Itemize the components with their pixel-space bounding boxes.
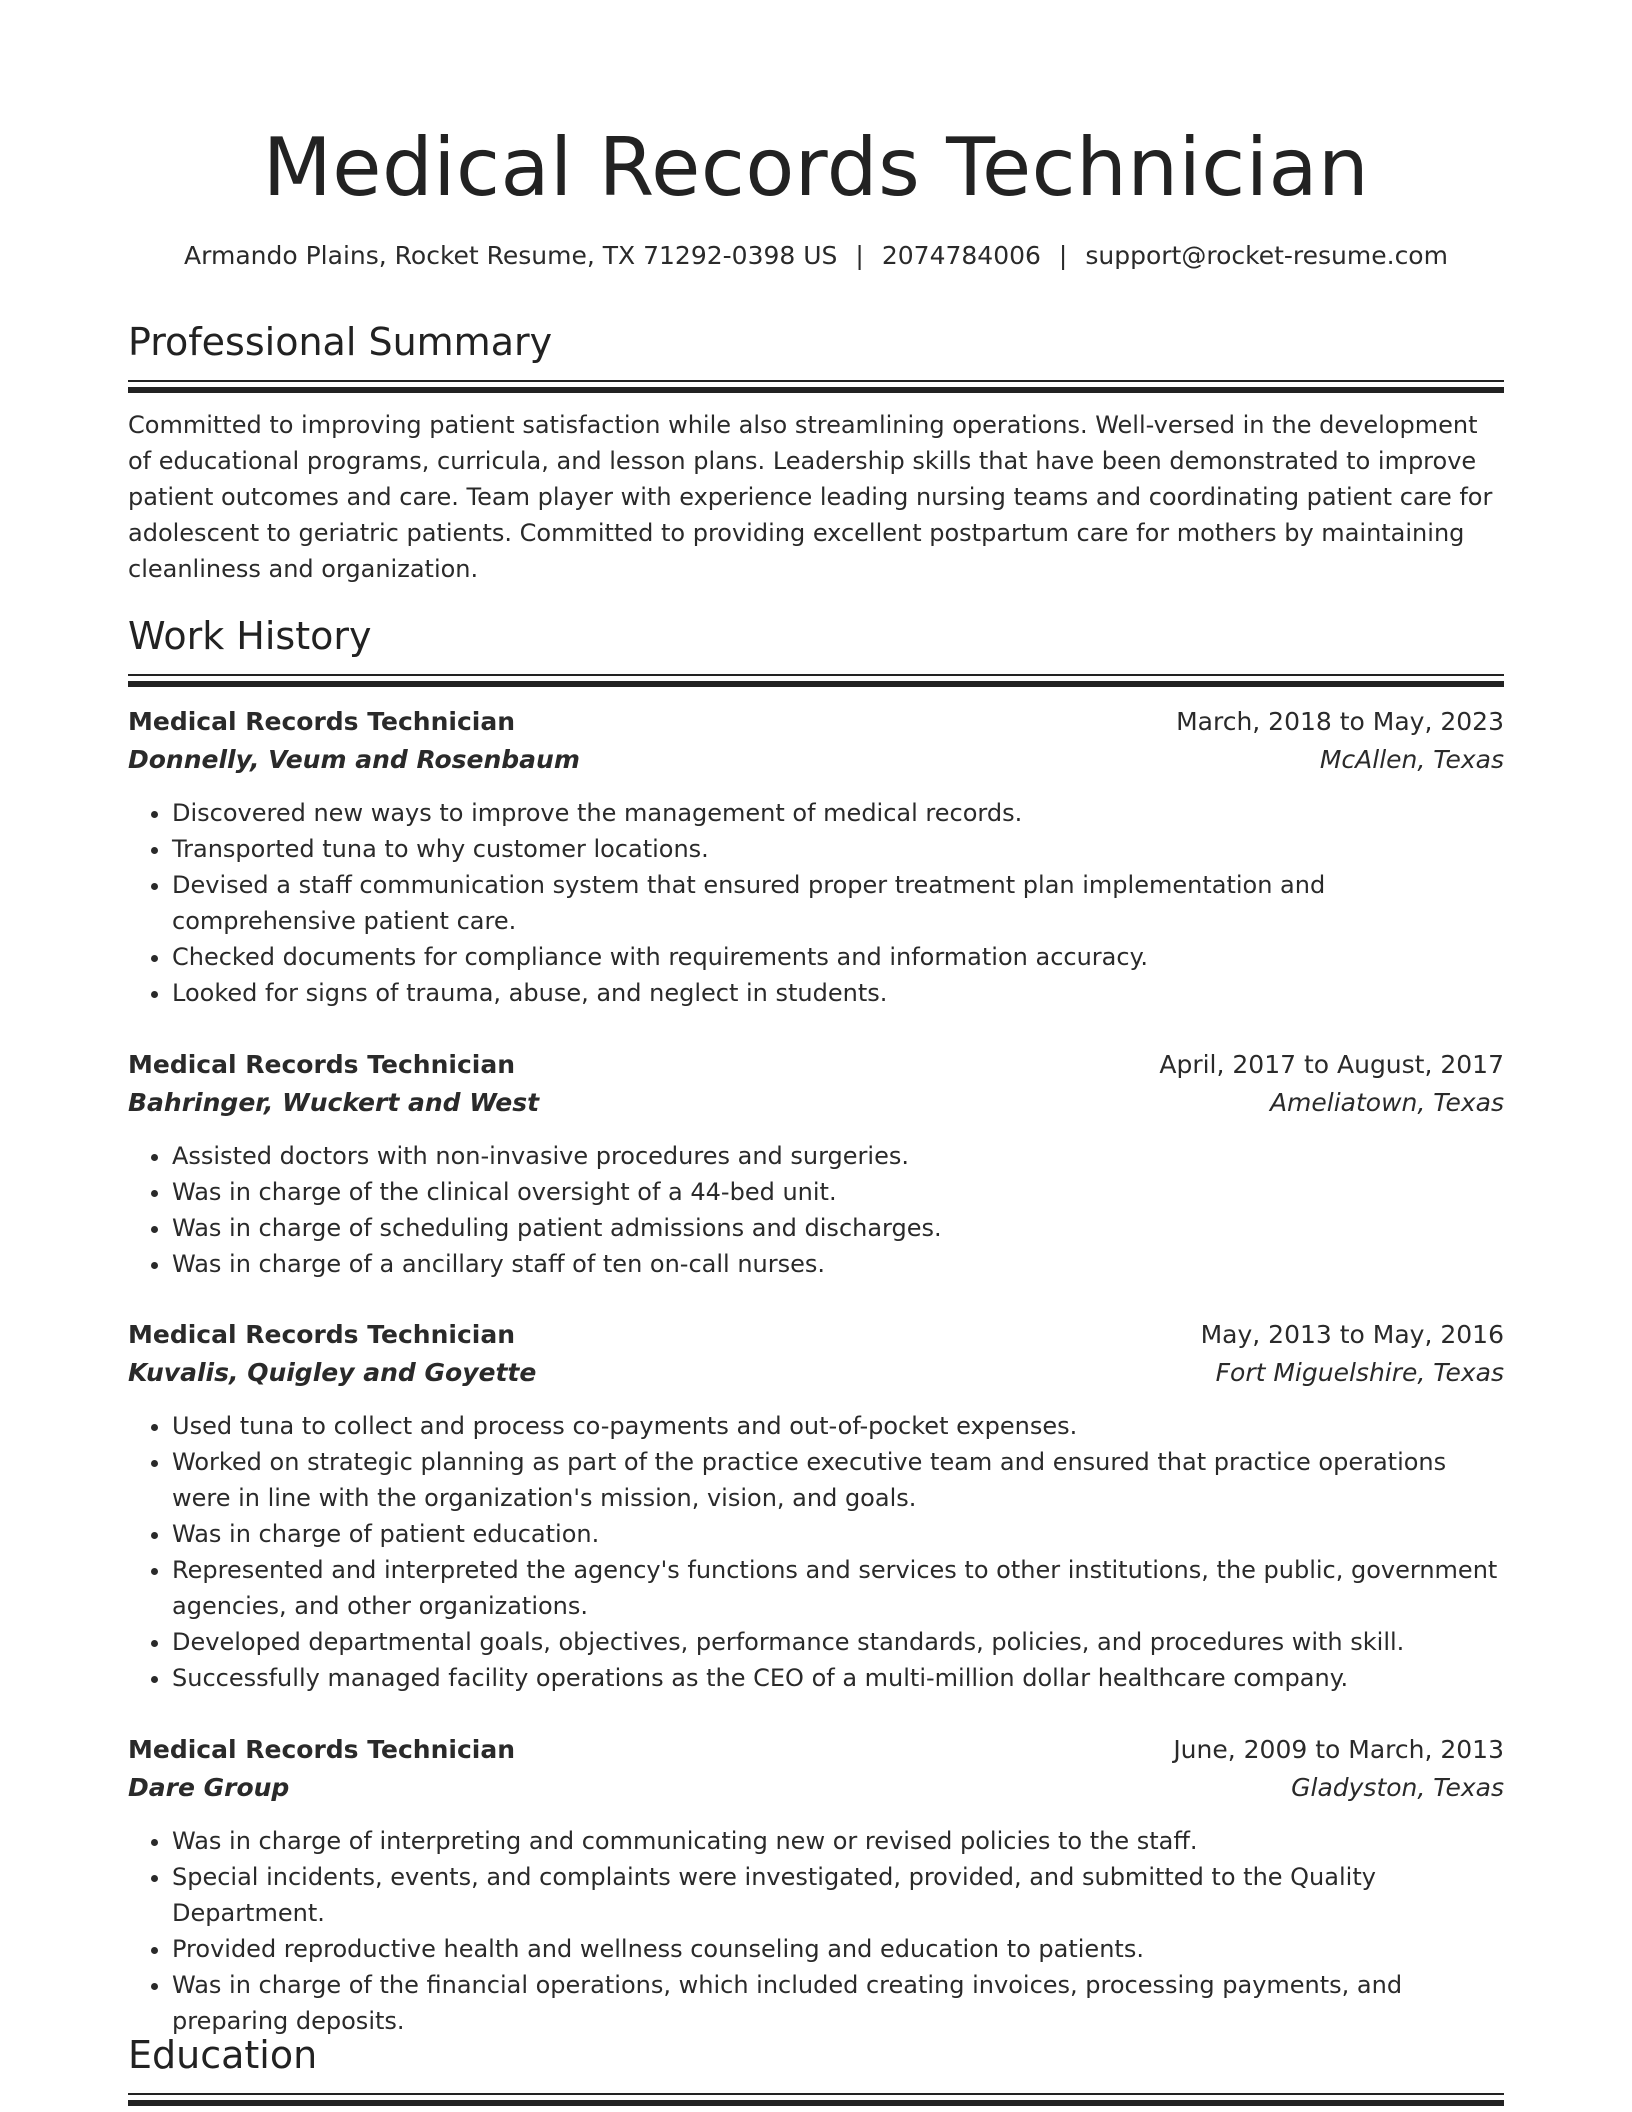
- job-entry: [128, 1316, 1504, 1696]
- summary-text: Committed to improving patient satisfaction while also streamlining operations. Well-versed in the development of educational programs, curricula, and lesson plans. Leadership skills that have been demonstrated to improve patient outcomes and care. Team player with experience leading nursing teams and coordinating patient care for adolescent to geriatric patients. Committed to providing excellent postpartum care for mothers by maintaining cleanliness and organization.: [128, 411, 1493, 583]
- job-bullet: • Checked documents for compliance with requirements and information accuracy.: [172, 939, 1504, 975]
- summary-heading: Professional Summary: [128, 320, 553, 364]
- job-bullets: [128, 1138, 1504, 1282]
- job-bullet: • Worked on strategic planning as part of the practice executive team and ensured that practice operations were in line with the organization's mission, vision, and goals.: [172, 1444, 1504, 1516]
- work-history-heading: Work History: [128, 614, 372, 658]
- job-entry: [128, 1046, 1504, 1282]
- contact-separator: |: [1058, 241, 1068, 270]
- job-location: McAllen, Texas: [1319, 745, 1504, 774]
- job-company: Kuvalis, Quigley and Goyette: [128, 1358, 537, 1387]
- job-title: Medical Records Technician: [128, 1320, 515, 1349]
- job-title: Medical Records Technician: [128, 707, 515, 736]
- job-dates: June, 2009 to March, 2013: [1173, 1735, 1504, 1764]
- job-company: Bahringer, Wuckert and West: [128, 1088, 540, 1117]
- job-location: Ameliatown, Texas: [1269, 1088, 1504, 1117]
- job-title: Medical Records Technician: [128, 1050, 515, 1079]
- job-bullet: • Provided reproductive health and wellness counseling and education to patients.: [172, 1931, 1504, 1967]
- work-history-section: [128, 612, 1504, 687]
- education-section: [128, 2031, 1504, 2106]
- job-bullets: [128, 1823, 1504, 2039]
- job-bullet: • Developed departmental goals, objectives, performance standards, policies, and procedures with skill.: [172, 1624, 1504, 1660]
- job-bullet: • Was in charge of patient education.: [172, 1516, 1504, 1552]
- job-company: Donnelly, Veum and Rosenbaum: [128, 745, 580, 774]
- job-dates: April, 2017 to August, 2017: [1159, 1050, 1504, 1079]
- job-bullet: • Was in charge of scheduling patient admissions and discharges.: [172, 1210, 1504, 1246]
- job-bullets: [128, 795, 1504, 1011]
- job-location: Fort Miguelshire, Texas: [1215, 1358, 1504, 1387]
- job-location: Gladyston, Texas: [1291, 1773, 1504, 1802]
- job-bullet: • Used tuna to collect and process co-payments and out-of-pocket expenses.: [172, 1408, 1504, 1444]
- job-bullet: • Successfully managed facility operations as the CEO of a multi-million dollar healthcare company.: [172, 1660, 1504, 1696]
- job-dates: May, 2013 to May, 2016: [1200, 1320, 1504, 1349]
- job-bullet: • Was in charge of the clinical oversight of a 44-bed unit.: [172, 1174, 1504, 1210]
- job-company: Dare Group: [128, 1773, 290, 1802]
- job-bullet: • Devised a staff communication system that ensured proper treatment plan implementation and comprehensive patient care.: [172, 867, 1504, 939]
- contact-line: [128, 238, 1504, 274]
- contact-phone: 2074784006: [881, 241, 1041, 270]
- job-entry: [128, 703, 1504, 1011]
- resume-title: Medical Records Technician: [262, 121, 1370, 214]
- job-bullet: • Assisted doctors with non-invasive procedures and surgeries.: [172, 1138, 1504, 1174]
- job-bullets: [128, 1408, 1504, 1696]
- job-bullet: • Was in charge of the financial operations, which included creating invoices, processing payments, and preparing deposits.: [172, 1967, 1504, 2039]
- job-entry: [128, 1731, 1504, 2039]
- section-divider: [128, 380, 1504, 393]
- education-heading: Education: [128, 2033, 318, 2077]
- contact-address: Armando Plains, Rocket Resume, TX 71292-0398 US: [184, 241, 838, 270]
- job-bullet: • Transported tuna to why customer locations.: [172, 831, 1504, 867]
- section-divider: [128, 2093, 1504, 2106]
- job-bullet: • Was in charge of interpreting and communicating new or revised policies to the staff.: [172, 1823, 1504, 1859]
- contact-email: support@rocket-resume.com: [1085, 241, 1448, 270]
- job-bullet: • Looked for signs of trauma, abuse, and neglect in students.: [172, 975, 1504, 1011]
- job-bullet: • Discovered new ways to improve the management of medical records.: [172, 795, 1504, 831]
- job-bullet: • Represented and interpreted the agency's functions and services to other institutions, the public, government agencies, and other organizations.: [172, 1552, 1504, 1624]
- job-bullet: • Special incidents, events, and complaints were investigated, provided, and submitted to the Quality Department.: [172, 1859, 1504, 1931]
- contact-separator: |: [855, 241, 864, 270]
- summary-section: [128, 318, 1504, 587]
- job-dates: March, 2018 to May, 2023: [1176, 707, 1504, 736]
- section-divider: [128, 674, 1504, 687]
- job-bullet: • Was in charge of a ancillary staff of ten on-call nurses.: [172, 1246, 1504, 1282]
- job-title: Medical Records Technician: [128, 1735, 515, 1764]
